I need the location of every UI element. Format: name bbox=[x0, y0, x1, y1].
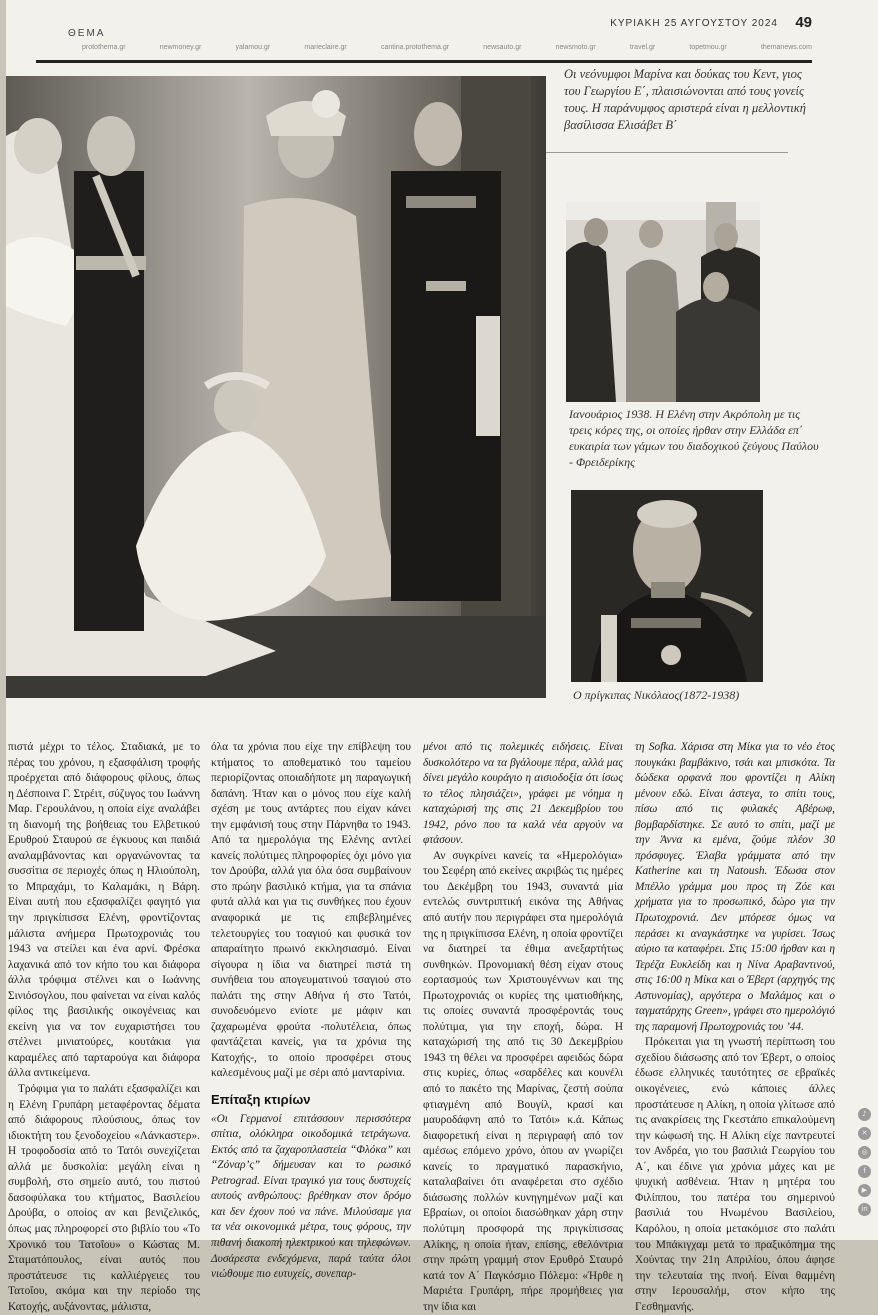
nikolaos-caption: Ο πρίγκιπας Νικόλαος(1872-1938) bbox=[573, 688, 740, 702]
article-column-3 bbox=[423, 740, 623, 1315]
linkedin-icon[interactable]: in bbox=[858, 1203, 871, 1216]
youtube-icon[interactable]: ▶ bbox=[858, 1184, 871, 1197]
article-column-1 bbox=[8, 740, 200, 1315]
site-link: newsmoto.gr bbox=[555, 44, 596, 51]
site-link: protothema.gr bbox=[82, 44, 126, 51]
main-photo-caption: Οι νεόνυμφοι Μαρίνα και δούκας του Κεντ, γιος του Γεωργίου Ε΄, πλαισιώνονται από τους γονείς τους. Η παράνυμφος αριστερά είναι η μελλοντική βασίλισσα Ελισάβετ Β΄ bbox=[564, 67, 806, 132]
article-paragraph: όλα τα χρόνια που είχε την επίβλεψη του κτήματος το αποθεματικό του ταμείου περιορίζοντας οποιαδήποτε μη παραγωγική δαπάνη. Ήταν και ο μόνος που είχε καλή σχέση με τους αντάρτες που είχαν κάνει την εμφάνισή τους στην Πάρνηθα το 1943. Από τα ημερολόγια της Ελένης αντλεί κανείς πολύτιμες πληροφορίες όχι μόνο για τον Δρούβα, αλλά για όλα όσα συμβαίνουν στο πρώην βασιλικό κτήμα, για τα σπάνια φυτά αλλά και για τις συνθήκες που έχουν αναφορικά με τις επιβεβλημένες τελετουργίες του τοαγιού και φυσικά τον απαραίτητο πρωινό εκκλησιασμό. Είναι σίγουρα η ίδια να διατηρεί πιστά τη συνήθεια του απογευματινού τσαγιού στο παλάτι της στην Αθήνα ή στο Τατόι, συνοδευόμενο ενίοτε με μάφιν και ζαχαρωμένα φρούτα -πολυτέλεια, όπως φαντάζεται κανείς, για τα χρόνια της Κατοχής-, το οποίο προσφέρει στους καλεσμένους μαζί με σέρι από μανταρίνια. bbox=[211, 741, 411, 1080]
social-icons bbox=[858, 1108, 874, 1216]
article-paragraph: πιστά μέχρι το τέλος. Σταδιακά, με το πέρας του χρόνου, η εξασφάλιση τροφής προέρχεται από διάφορους φίλους, όπως η Δέσποινα Γ. Στρέιτ, σύζυγος του Ιωάννη Μαρ. Γερουλάνου, η οποία είχε αναλάβει τη διανομή της βοήθειας του Ελβετικού Ερυθρού Σταυρού σε έγκυους και παιδιά αναλαμβάνοντας και οργανώνοντας τα συσσίτια σε περιοχές όπως η Ηλιούπολη, το Μπραχάμι, το Καλαμάκι, η Βάρη. Είναι αυτή που εξασφαλίζει φαγητό για την πριγκίπισσα Ελένη, φροντίζοντας μάλιστα ανήμερα Πρωτοχρονιάς του 1943 να στείλει και ένα αρνί. Φρέσκα λαχανικά από τον κήπο του και διάφορα άλλα τρόφιμα στέλνει και ο Ιωάννης Σινιόσογλου, που φαίνεται να είναι καλός φίλος της βασιλικής οικογένειας και εκείνη για να τον ευχαριστήσει του στέλνει μινιατούρες, κουτάκια για καραμέλες από ταρταρούγα και διάφορα άλλα αντικείμενα. bbox=[8, 741, 200, 1080]
site-link: newsauto.gr bbox=[483, 44, 522, 51]
site-link: yalamou.gr bbox=[235, 44, 271, 51]
article-column-2 bbox=[211, 740, 411, 1283]
prince-nikolaos-portrait bbox=[571, 490, 763, 682]
caption-divider bbox=[546, 152, 788, 153]
site-link: themanews.com bbox=[760, 44, 812, 51]
diary-quote: τη Sofka. Χάρισα στη Μίκα για το νέο έτος πουγκάκι βαμβάκινο, τσάι και μπισκότα. Τα δώδεκα ορφανά που φροντίζει η Αλίκη μένουν εδώ. Είναι άστεγα, το σπίτι τους, πίσω από τις φυλακές Αβέρωφ, βομβαρδίστηκε. Σε αυτό το σπίτι, μαζί με την Άννα κι εμένα, ζούμε πλέον 30 πρόσφυγες. Έλαβα γράμματα από την Katherine και τη Natoush. Έδωσα στον Μπέλλο γράμμα μου προς τη Ζόε και χρήματα για το προσωπικό, δώρο για την Πρωτοχρονιά. Δεν μπόρεσε όμως να περάσει κι αναγκάστηκε να γυρίσει. Ίσως αύριο τα καταφέρει. Στις 15:00 ήρθαν και η Τερέζα Ευκλείδη και η Νίνα Αραβαντινού, στις 16:00 η Μίκα και ο Έβερτ (αρχηγός της Αστυνομίας), αργότερα ο Μαλάμος και ο ταγματάρχης Green», γράφει στο ημερολόγιό της παραμονή Πρωτοχρονιάς του ’44. bbox=[635, 741, 835, 1033]
site-link: topetmou.gr bbox=[689, 44, 727, 51]
site-link: cantina.protothema.gr bbox=[380, 44, 450, 51]
subheading: Επίταξη κτιρίων bbox=[211, 1092, 311, 1108]
page-header bbox=[6, 0, 878, 70]
newspaper-page bbox=[6, 0, 878, 1313]
article-paragraph: Πρόκειται για τη γνωστή περίπτωση του σχεδίου διάσωσης από τον Έβερτ, ο οποίος έδωσε ελληνικές ταυτότητες σε εβραϊκές οικογένειες, ενώ κάποιες άλλες προστάτευσε η Αλίκη, η οποία γλίτωσε από τις ανακρίσεις της Γκεστάπο επικαλούμενη την κώφωσή της. Η Αλίκη είχε παντρευτεί τον Ανδρέα, γιο του βασιλιά Γεωργίου του Α΄, και έδινε για χρόνια μάχες και με ψυχική ασθένεια. Ήταν η μητέρα του Φιλίππου, του πατέρα του σημερινού βασιλιά του Ηνωμένου Βασιλείου, Καρόλου, η οποία μετακόμισε στο παλάτι του Μπάκιγχαμ μετά το πραξικόπημα της Χούντας την 21η Απριλίου, όπου άφησε την τελευταία της πνοή. Είναι θαμμένη στην Ιερουσαλήμ, στον κήπο της Γεσθημανής. bbox=[635, 1036, 835, 1313]
site-links bbox=[82, 44, 812, 51]
facebook-icon[interactable]: f bbox=[858, 1165, 871, 1178]
site-link: travel.gr bbox=[629, 44, 656, 51]
wedding-photo bbox=[6, 76, 546, 698]
issue-date: ΚΥΡΙΑΚΗ 25 ΑΥΓΟΥΣΤΟΥ 2024 bbox=[610, 18, 778, 29]
acropolis-photo bbox=[566, 202, 760, 402]
header-rule bbox=[36, 60, 812, 63]
acropolis-caption: Ιανουάριος 1938. Η Ελένη στην Ακρόπολη με τις τρεις κόρες της, οι οποίες ήρθαν στην Ελλάδα επ΄ ευκαιρία των γάμων του διαδοχικού ζεύγους Παύλου - Φρειδερίκης bbox=[569, 407, 819, 469]
instagram-icon[interactable]: ◎ bbox=[858, 1146, 871, 1159]
article-paragraph: Αν συγκρίνει κανείς τα «Ημερολόγια» του Σεφέρη από εκείνες ακριβώς τις ημέρες του Δεκέμβρη του 1943, συναντά μία εντελώς συντριπτική εικόνα της Αθήνας από αυτήν που περιγράφει στα ημερολόγιά της η πριγκίπισσα Ελένη, η οποία φροντίζει να διατηρεί τα έθιμα ανεξαρτήτως συνθηκών. Προνομιακή θέση είχαν στους εορτασμούς των Χριστουγέννων και της Πρωτοχρονιάς οι κυρίες της ιματιοθήκης, τις οποίες συναντά προσφέροντάς τους πολύτιμα, για την εποχή, δώρα. Η καταχώρισή της από τις 30 Δεκεμβρίου 1943 τη θέλει να προσφέρει αφειδώς δώρα στις κυρίες, όπως «σαρδέλες και κουνέλι από το πακέτο της Μαρίνας, ζεστή σούπα φτιαγμένη από Βουγίλ, κρασί και μαυροδάφνη από το Τατόι» κ.ά. Κάπως διαφορετική είναι η περιγραφή από τον αμέσως επόμενο χρόνο, όπου αν γνωρίζει κανείς το πραγματικό παρασκήνιο, καταλαβαίνει ότι αναφέρεται στο σχέδιο διάσωσης πολλών κυνηγημένων μαζί και Εβραίων, οι οποίοι διασώθηκαν χάρη στην πολύτιμη προσφορά της πριγκίπισσας Αλίκης, η οποία ήταν, επίσης, εθελόντρια στην πρώτη γραμμή στον Ερυθρό Σταυρό κατά τον Α΄ Παγκόσμιο Πόλεμο: «Ήρθε η Μαριέτα Γρυπάρη, πήρε προμήθειες για την ίδια και bbox=[423, 849, 623, 1313]
page-number: 49 bbox=[795, 14, 812, 31]
diary-quote: μένοι από τις πολεμικές ειδήσεις. Είναι δυσκολότερο να τα βγάλουμε πέρα, αλλά μας δίνει μεγάλο κουράγιο η αισιοδοξία ότι ίσως το τέλος πλησιάζει», γράφει με νόημα η καταχώρισή της στις 21 Δεκεμβρίου του 1942, ρόνο που τα καλά νέα αργούν να φτάσουν. bbox=[423, 741, 623, 847]
site-link: marieclaire.gr bbox=[304, 44, 347, 51]
tiktok-icon[interactable]: ♪ bbox=[858, 1108, 871, 1121]
diary-quote: «Οι Γερμανοί επιτάσσουν περισσότερα σπίτια, ολόκληρα οικοδομικά τετράγωνα. Εκτός από τα ζαχαροπλαστεία “Φλόκα” και “Ζόναρ’ς” δήμευσαν και το ρωσικό Petrograd. Είναι τραγικό για τους δυστυχείς αυτούς ανθρώπους: βρέθηκαν στον δρόμο και δεν έχουν πού να πάνε. Μιλούσαμε για τα νέα οικονομικά μέτρα, τους φόρους, την πιθανή διακοπή ηλεκτρικού και τηλεφώνων. Δυσάρεστα ενδεχόμενα, παρά ταύτα όλοι νιώθουμε πιο ευτυχείς, συνεπαρ- bbox=[211, 1112, 411, 1281]
x-icon[interactable]: ✕ bbox=[858, 1127, 871, 1140]
site-link: newmoney.gr bbox=[159, 44, 202, 51]
article-column-4 bbox=[635, 740, 835, 1315]
brand-label: ΘΕΜΑ bbox=[68, 28, 106, 39]
article-paragraph: Τρόφιμα για το παλάτι εξασφαλίζει και η Ελένη Γρυπάρη μεταφέροντας δέματα από διάφορους πλούσιους, όπως τον ιδιοκτήτη του ξενοδοχείου «Λάνκαστερ». Η τροφοδοσία από το Τατόι συνεχίζεται αλλά με δυσκολία: μεγάλη είναι η συμβολή, στο σημείο αυτό, του πιστού δασοφύλακα του κτήματος, Βασιλείου Δρούβα, ο οποίος αν και βενιζελικός, όπως μας πληροφορεί στο βιβλίο του «Το Χρονικό του Τατοΐου» ο Κώστας Μ. Σταματόπουλος, είναι αυτός που προστάτευσε τις καλλιέργειες του Τατοΐου, ακόμα και την περίοδο της Κατοχής, αυξάνοντας, μάλιστα, bbox=[8, 1083, 200, 1313]
